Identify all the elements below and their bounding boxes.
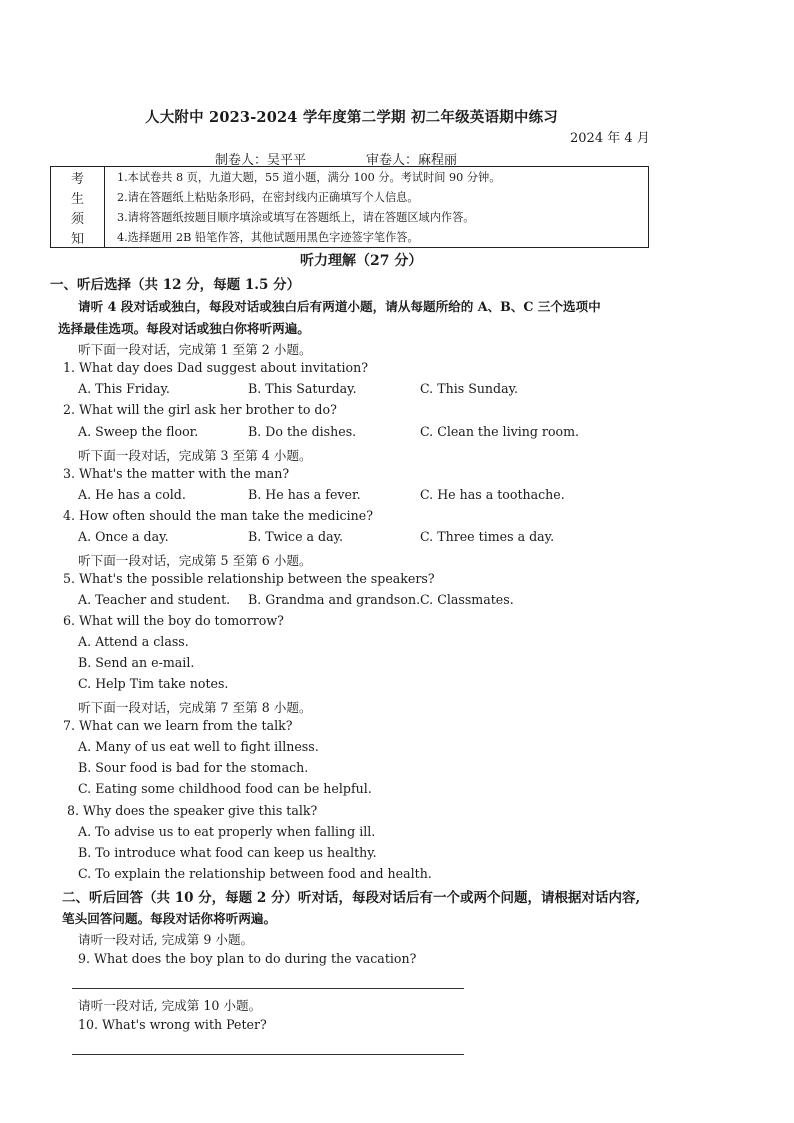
notice-items xyxy=(105,167,648,247)
option-3b: B. He has a fever. xyxy=(248,487,361,502)
notice-item: 3.请将答题纸按题目顺序填涂或填写在答题纸上，请在答题区域内作答。 xyxy=(117,211,475,224)
section1-heading: 一、听后选择（共 12 分，每题 1.5 分） xyxy=(50,277,301,293)
option-4a: A. Once a day. xyxy=(78,529,169,544)
section1-instruction-line2: 选择最佳选项。每段对话或独白你将听两遍。 xyxy=(58,321,310,336)
notice-item: 1.本试卷共 8 页，九道大题，55 道小题，满分 100 分。考试时间 90 分钟。 xyxy=(117,171,501,184)
notice-label-char: 须 xyxy=(70,211,84,227)
option-5c: C. Classmates. xyxy=(420,592,514,607)
section2-instruction-line1: 听对话，每段对话后有一个或两个问题，请根据对话内容, xyxy=(297,890,641,906)
dialog-prompt: 听下面一段对话，完成第 5 至第 6 小题。 xyxy=(78,553,312,568)
dialog-prompt: 听下面一段对话，完成第 1 至第 2 小题。 xyxy=(78,342,312,357)
option-1b: B. This Saturday. xyxy=(248,381,357,396)
option-8a: A. To advise us to eat properly when falling ill. xyxy=(78,824,376,839)
option-7a: A. Many of us eat well to fight illness. xyxy=(78,739,319,754)
question-4: 4. How often should the man take the medicine? xyxy=(63,508,373,523)
notice-label-char: 生 xyxy=(70,191,84,207)
option-3a: A. He has a cold. xyxy=(78,487,186,502)
question-3: 3. What's the matter with the man? xyxy=(63,466,290,481)
question-1: 1. What day does Dad suggest about invitation? xyxy=(63,360,368,375)
question-8: 8. Why does the speaker give this talk? xyxy=(67,803,318,818)
section2-instruction-line2: 笔头回答问题。每段对话你将听两遍。 xyxy=(62,911,277,926)
option-8b: B. To introduce what food can keep us healthy. xyxy=(78,845,377,860)
option-6a: A. Attend a class. xyxy=(78,634,189,649)
page-title: 人大附中 2023-2024 学年度第二学期 初二年级英语期中练习 xyxy=(145,109,558,126)
question-6: 6. What will the boy do tomorrow? xyxy=(63,613,284,628)
exam-date: 2024 年 4 月 xyxy=(570,131,650,146)
option-7c: C. Eating some childhood food can be helpful. xyxy=(78,781,372,796)
dialog-prompt: 请听一段对话, 完成第 9 小题。 xyxy=(78,932,254,947)
section2-heading-title: 二、听后回答（共 10 分，每题 2 分） xyxy=(62,890,298,906)
notice-label-char: 知 xyxy=(70,231,84,247)
answer-line-10[interactable] xyxy=(72,1054,464,1055)
option-5a: A. Teacher and student. xyxy=(78,592,231,607)
option-6c: C. Help Tim take notes. xyxy=(78,676,229,691)
option-5b: B. Grandma and grandson. xyxy=(248,592,421,607)
question-10: 10. What's wrong with Peter? xyxy=(78,1017,267,1032)
question-9: 9. What does the boy plan to do during the vacation? xyxy=(78,951,417,966)
option-2c: C. Clean the living room. xyxy=(420,424,580,439)
reviewer: 审卷人：麻程丽 xyxy=(366,153,458,168)
option-6b: B. Send an e-mail. xyxy=(78,655,195,670)
part-title: 听力理解（27 分） xyxy=(300,253,423,269)
option-8c: C. To explain the relationship between food and health. xyxy=(78,866,432,881)
option-1c: C. This Sunday. xyxy=(420,381,519,396)
option-2b: B. Do the dishes. xyxy=(248,424,357,439)
dialog-prompt: 请听一段对话, 完成第 10 小题。 xyxy=(78,998,262,1013)
candidate-notice-box xyxy=(50,166,649,248)
notice-label-char: 考 xyxy=(70,171,84,187)
notice-item: 2.请在答题纸上粘贴条形码，在密封线内正确填写个人信息。 xyxy=(117,191,419,204)
notice-label xyxy=(51,167,105,247)
option-4b: B. Twice a day. xyxy=(248,529,344,544)
option-4c: C. Three times a day. xyxy=(420,529,555,544)
section1-instruction-line1: 请听 4 段对话或独白，每段对话或独白后有两道小题，请从每题所给的 A、B、C 三个选项中 xyxy=(78,299,601,314)
dialog-prompt: 听下面一段对话，完成第 3 至第 4 小题。 xyxy=(78,448,312,463)
question-7: 7. What can we learn from the talk? xyxy=(63,718,293,733)
question-2: 2. What will the girl ask her brother to do? xyxy=(63,402,337,417)
option-2a: A. Sweep the floor. xyxy=(78,424,199,439)
option-7b: B. Sour food is bad for the stomach. xyxy=(78,760,309,775)
answer-line-9[interactable] xyxy=(72,988,464,989)
option-3c: C. He has a toothache. xyxy=(420,487,565,502)
maker: 制卷人：吴平平 xyxy=(215,153,307,168)
notice-item: 4.选择题用 2B 铅笔作答，其他试题用黑色字迹签字笔作答。 xyxy=(117,231,419,244)
question-5: 5. What's the possible relationship between the speakers? xyxy=(63,571,435,586)
option-1a: A. This Friday. xyxy=(78,381,170,396)
dialog-prompt: 听下面一段对话，完成第 7 至第 8 小题。 xyxy=(78,700,312,715)
section2-heading xyxy=(62,886,640,906)
